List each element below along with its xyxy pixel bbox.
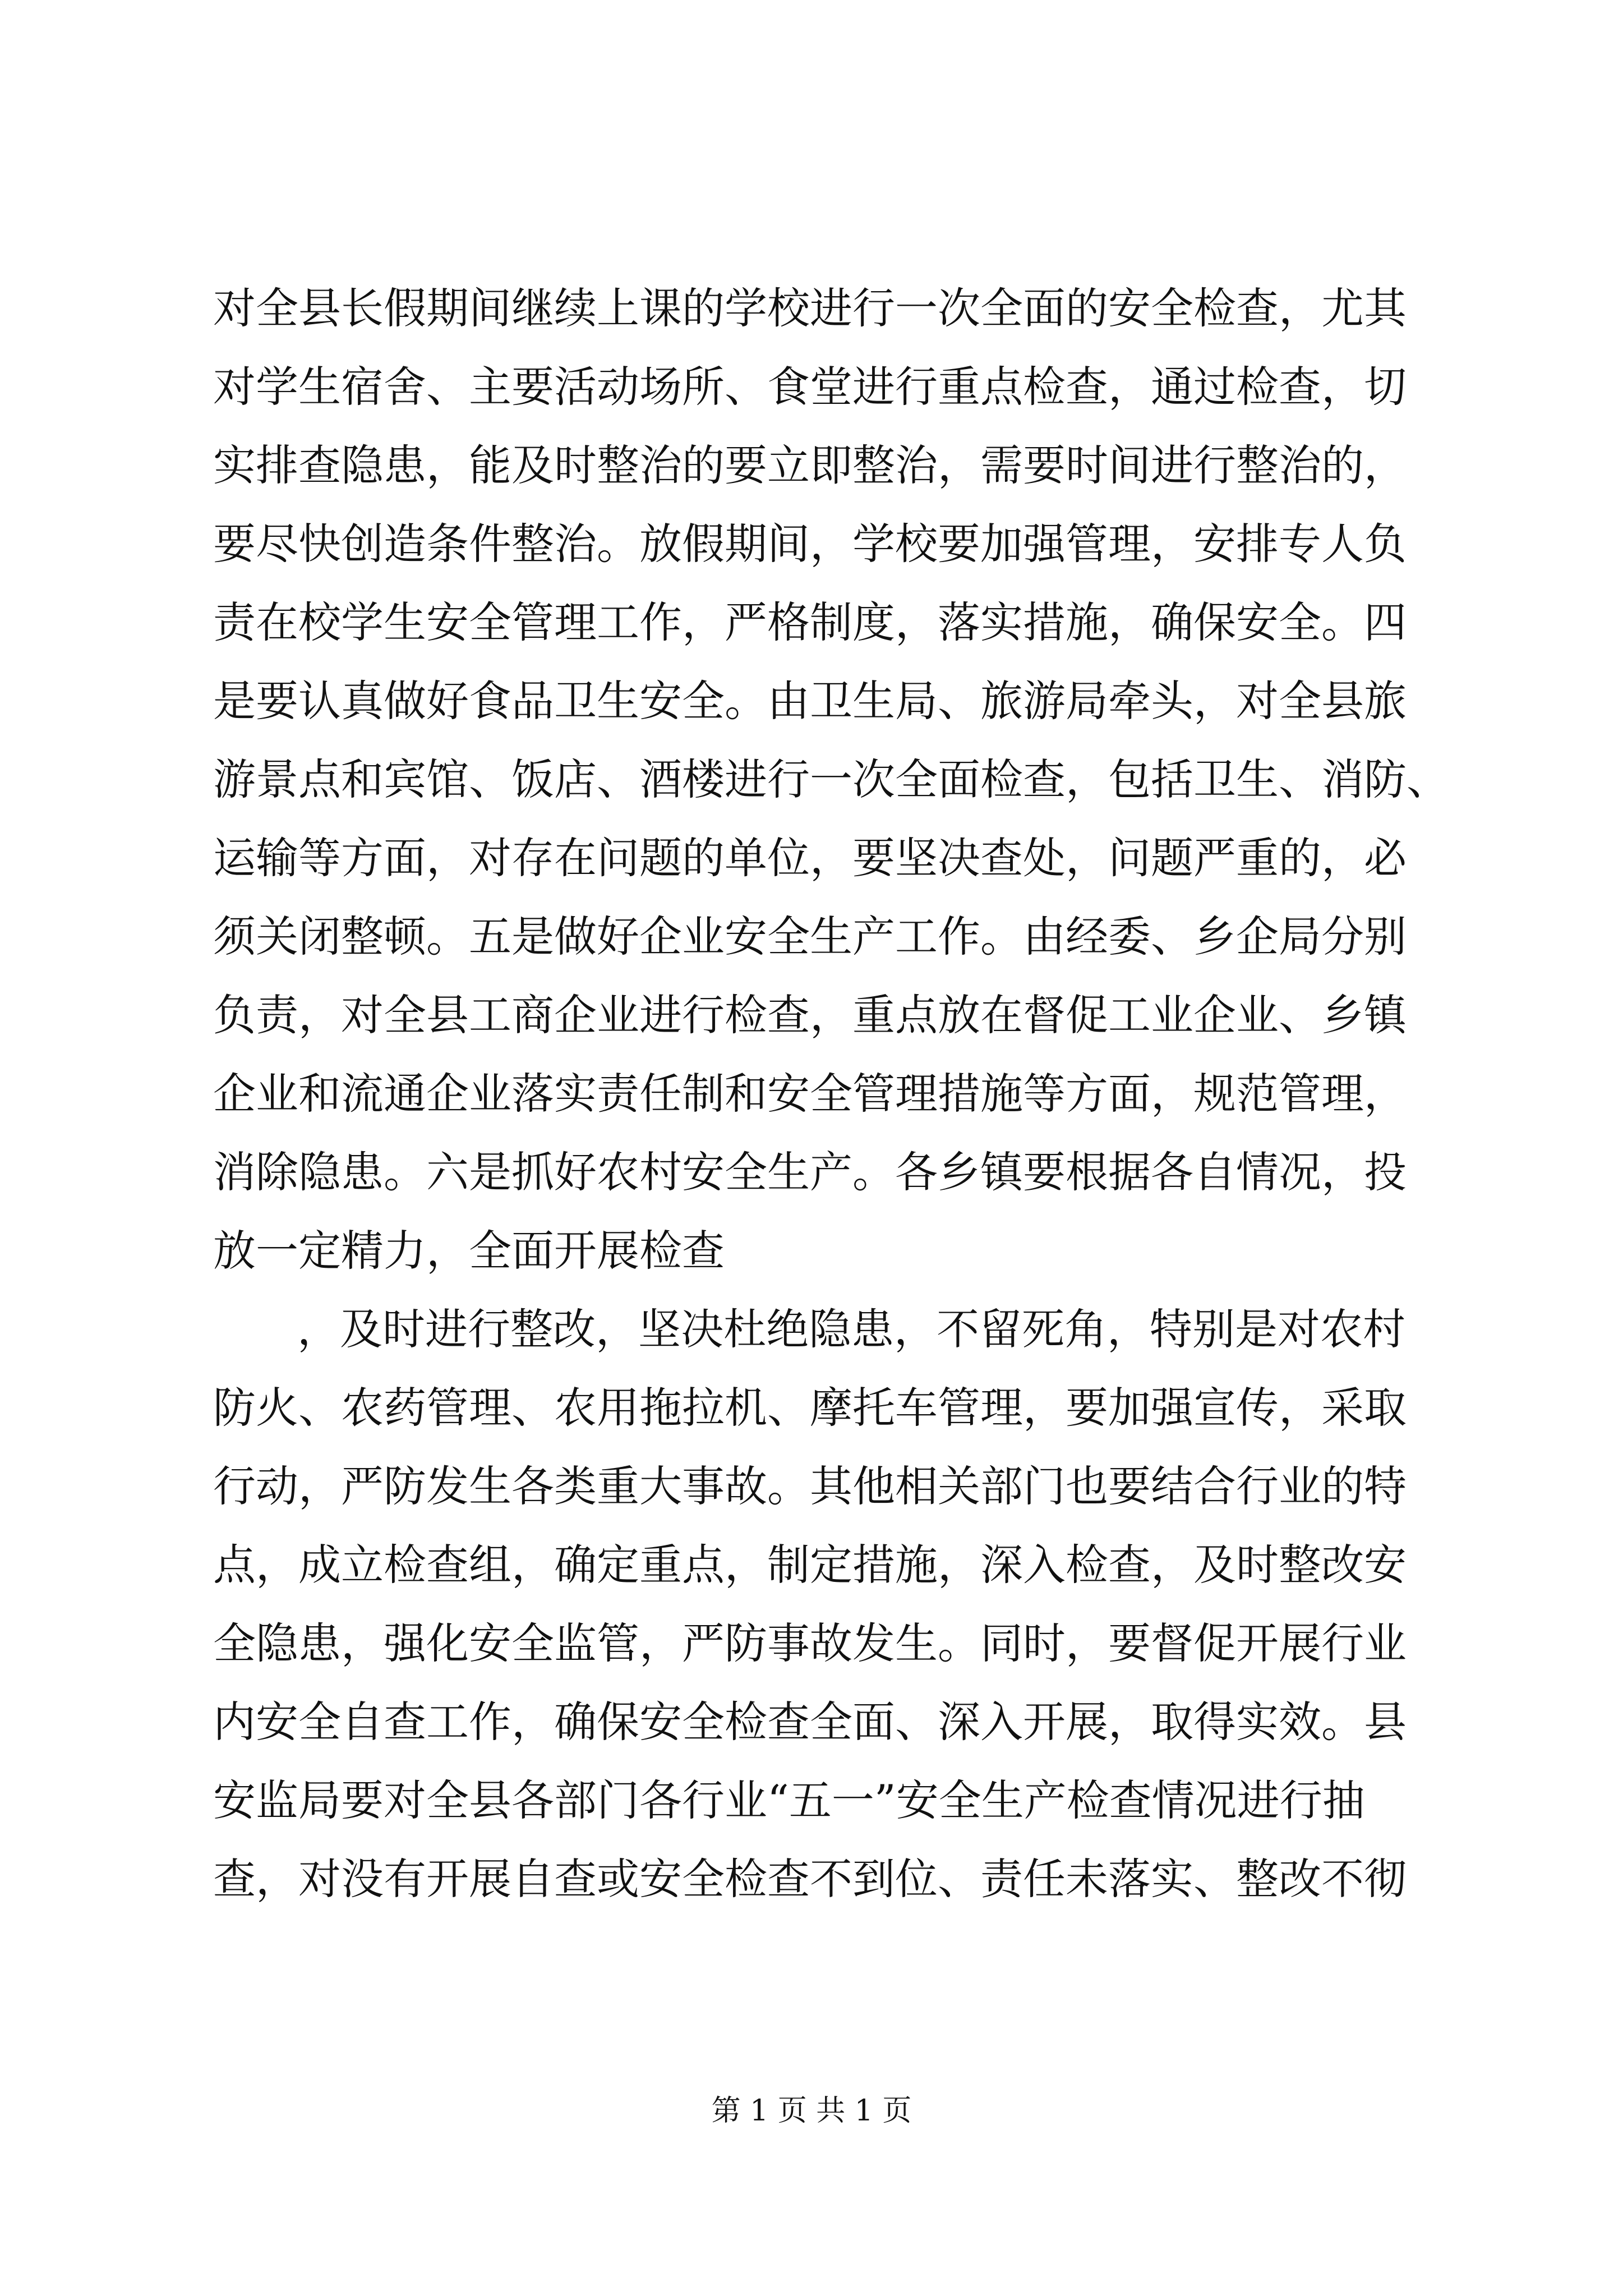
text-line: 负责，对全县工商企业进行检查，重点放在督促工业企业、乡镇 (213, 990, 1407, 1040)
text-line: 点，成立检查组，确定重点，制定措施，深入检查，及时整改安 (213, 1540, 1407, 1590)
text-line: 是要认真做好食品卫生安全。由卫生局、旅游局牵头，对全县旅 (213, 676, 1407, 726)
document-body (213, 269, 1449, 1918)
text-line: 全隐患，强化安全监管，严防事故发生。同时，要督促开展行业 (213, 1618, 1407, 1668)
text-line: 对全县长假期间继续上课的学校进行一次全面的安全检查，尤其 (213, 283, 1407, 333)
text-line: 游景点和宾馆、饭店、酒楼进行一次全面检查，包括卫生、消防、 (213, 754, 1449, 804)
text-line: 内安全自查工作，确保安全检查全面、深入开展，取得实效。县 (213, 1697, 1407, 1747)
text-line: 对学生宿舍、主要活动场所、食堂进行重点检查，通过检查，切 (213, 362, 1407, 412)
text-line: 行动，严防发生各类重大事故。其他相关部门也要结合行业的特 (213, 1461, 1407, 1511)
paragraph-1 (213, 269, 1449, 1290)
text-line: 要尽快创造条件整治。放假期间，学校要加强管理，安排专人负 (213, 519, 1407, 569)
text-line: 消除隐患。六是抓好农村安全生产。各乡镇要根据各自情况，投 (213, 1147, 1407, 1197)
text-line: ，及时进行整改，坚决杜绝隐患，不留死角，特别是对农村 (297, 1304, 1405, 1354)
page-footer (0, 2091, 1623, 2131)
page-number: 第 1 页 共 1 页 (711, 2094, 912, 2128)
text-line: 防火、农药管理、农用拖拉机、摩托车管理，要加强宣传，采取 (213, 1383, 1407, 1433)
text-line: 企业和流通企业落实责任制和安全管理措施等方面，规范管理， (213, 1069, 1407, 1119)
text-line: 放一定精力，全面开展检查 (213, 1226, 725, 1276)
text-line: 运输等方面，对存在问题的单位，要坚决查处，问题严重的，必 (213, 833, 1407, 883)
text-line: 责在校学生安全管理工作，严格制度，落实措施，确保安全。四 (213, 597, 1407, 647)
text-line: 查，对没有开展自查或安全检查不到位、责任未落实、整改不彻 (213, 1854, 1407, 1904)
text-line: 实排查隐患，能及时整治的要立即整治，需要时间进行整治的， (213, 440, 1407, 490)
text-line: 安监局要对全县各部门各行业“五一”安全生产检查情况进行抽 (213, 1775, 1365, 1825)
paragraph-2 (213, 1290, 1424, 1918)
text-line: 须关闭整顿。五是做好企业安全生产工作。由经委、乡企局分别 (213, 912, 1407, 961)
